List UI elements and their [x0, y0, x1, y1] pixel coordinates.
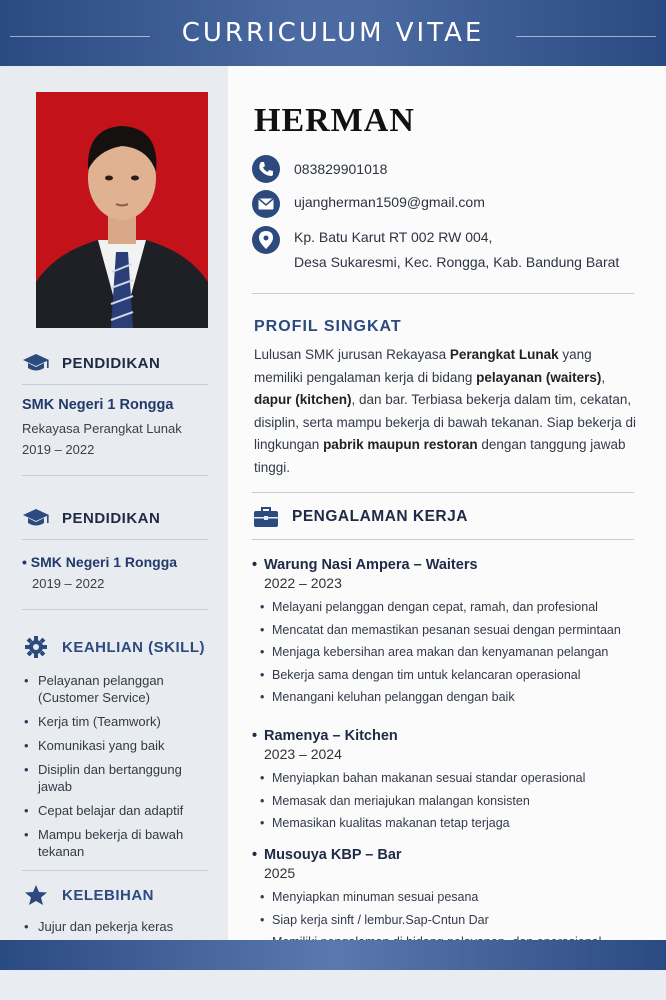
summary-emphasis: pabrik maupun restoran: [323, 437, 478, 452]
job-duties-list: [252, 770, 644, 831]
education-major-1: Rekayasa Perangkat Lunak: [22, 421, 182, 436]
list-item: • Melayani pelanggan dengan cepat, ramah, dan profesional: [260, 599, 644, 615]
address-line-1: Kp. Batu Karut RT 002 RW 004,: [294, 229, 493, 245]
list-item: • Menjaga kebersihan area makan dan kenyamanan pelangan: [260, 644, 644, 660]
summary-text: Lulusan SMK jurusan Rekayasa: [254, 347, 450, 362]
list-item: • Jujur dan pekerja keras: [22, 918, 208, 935]
contact-email: [252, 190, 485, 218]
email-address: ujangherman1509@gmail.com: [294, 194, 485, 210]
divider: [22, 539, 208, 540]
list-item: • Komunikasi yang baik: [22, 737, 208, 754]
divider: [252, 539, 634, 540]
job-years: 2025: [264, 865, 296, 881]
skills-list: [22, 672, 208, 860]
list-item: • Cepat belajar dan adaptif: [22, 802, 208, 819]
candidate-name: HERMAN: [254, 102, 415, 139]
divider: [22, 475, 208, 476]
list-item: • Memasikan kualitas makanan tetap terjaga: [260, 815, 644, 831]
list-item: • Kerja tim (Teamwork): [22, 713, 208, 730]
phone-number: 083829901018: [294, 161, 388, 177]
education-heading-2: [22, 507, 208, 529]
list-item: • Memasak dan meriajukan malangan konsisten: [260, 793, 644, 809]
banner-rule-right: [516, 36, 656, 37]
summary-text: ,: [601, 369, 606, 385]
address-text: [294, 226, 619, 273]
contact-phone: [252, 155, 387, 183]
summary-emphasis: dapur (kitchen): [254, 392, 352, 407]
divider: [22, 609, 208, 610]
education-section-2: [22, 507, 208, 610]
list-item: • Menyiapkan bahan makanan sesuai standar operasional: [260, 770, 644, 786]
education-heading-text-2: PENDIDIKAN: [62, 509, 161, 527]
contact-address: [252, 226, 619, 273]
skills-heading: [22, 636, 208, 658]
strengths-heading-text: KELEBIHAN: [62, 886, 155, 904]
experience-heading-text: PENGALAMAN KERJA: [292, 508, 468, 525]
banner-rule-left: [10, 36, 150, 37]
profile-summary-heading: PROFIL SINGKAT: [254, 318, 402, 335]
job-years: 2023 – 2024: [264, 746, 342, 762]
summary-text: , dan bar. Terbiasa bekerja dalam tim, cekatan, disiplin, serta mampu bekerja di bawah tekanan. Siap bekerja di lingkungan: [254, 392, 636, 452]
location-pin-icon: [252, 226, 280, 254]
job-duties-list: [252, 599, 644, 705]
divider: [22, 870, 208, 871]
job-entry-2: [252, 728, 644, 838]
job-entry-1: [252, 557, 644, 712]
header-banner: [0, 0, 666, 66]
graduation-cap-icon: [22, 507, 50, 529]
summary-emphasis: Perangkat Lunak: [449, 347, 559, 362]
skills-section: [22, 636, 208, 871]
summary-text: dengan tanggung jawab tinggi.: [254, 437, 626, 475]
job-title: • Ramenya – Kitchen: [252, 728, 644, 744]
strengths-heading: [22, 884, 208, 906]
education-heading-1: [22, 352, 208, 374]
graduation-cap-icon: [22, 352, 50, 374]
summary-text: yang memiliki pengalaman kerja di bidang: [254, 347, 592, 385]
divider: [252, 293, 634, 294]
gear-icon: [22, 636, 50, 658]
education-heading-text-1: PENDIDIKAN: [62, 354, 161, 372]
envelope-icon: [252, 190, 280, 218]
divider: [22, 384, 208, 385]
list-item: • Disiplin dan bertanggung jawab: [22, 761, 208, 795]
education-school-2: • SMK Negeri 1 Rongga: [22, 554, 178, 570]
list-item: • Bekerja sama dengan tim untuk kelancaran operasional: [260, 667, 644, 683]
skills-heading-text: KEAHLIAN (SKILL): [62, 638, 205, 656]
education-years-2: 2019 – 2022: [32, 576, 105, 591]
footer-bar: [0, 940, 666, 970]
profile-photo: [36, 92, 208, 328]
job-title: • Warung Nasi Ampera – Waiters: [252, 557, 644, 573]
list-item: • Siap kerja sinft / lembur.Sap-Cntun Dar: [260, 912, 644, 928]
summary-emphasis: pelayanan (waiters): [476, 369, 602, 385]
star-icon: [22, 884, 50, 906]
job-title: • Musouya KBP – Bar: [252, 847, 644, 863]
divider: [252, 492, 634, 493]
document-title: CURRICULUM VITAE: [181, 18, 485, 48]
list-item: • Mencatat dan memastikan pesanan sesuai dengan permintaan: [260, 622, 644, 638]
list-item: • Menyiapkan minuman sesuai pesana: [260, 889, 644, 905]
cv-page: [0, 66, 666, 970]
briefcase-icon: [252, 506, 280, 528]
profile-summary-text: [254, 344, 638, 479]
job-years: 2022 – 2023: [264, 575, 342, 591]
address-line-2: Desa Sukaresmi, Kec. Rongga, Kab. Bandung Barat: [294, 254, 620, 270]
experience-heading: [252, 506, 468, 528]
phone-icon: [252, 155, 280, 183]
list-item: • Menangani keluhan pelanggan dengan baik: [260, 689, 644, 705]
education-section-1: [22, 352, 208, 476]
list-item: • Mampu bekerja di bawah tekanan: [22, 826, 208, 860]
list-item: • Pelayanan pelanggan (Customer Service): [22, 672, 208, 706]
education-years-1: 2019 – 2022: [22, 442, 95, 457]
education-school-1: SMK Negeri 1 Rongga: [22, 397, 174, 413]
